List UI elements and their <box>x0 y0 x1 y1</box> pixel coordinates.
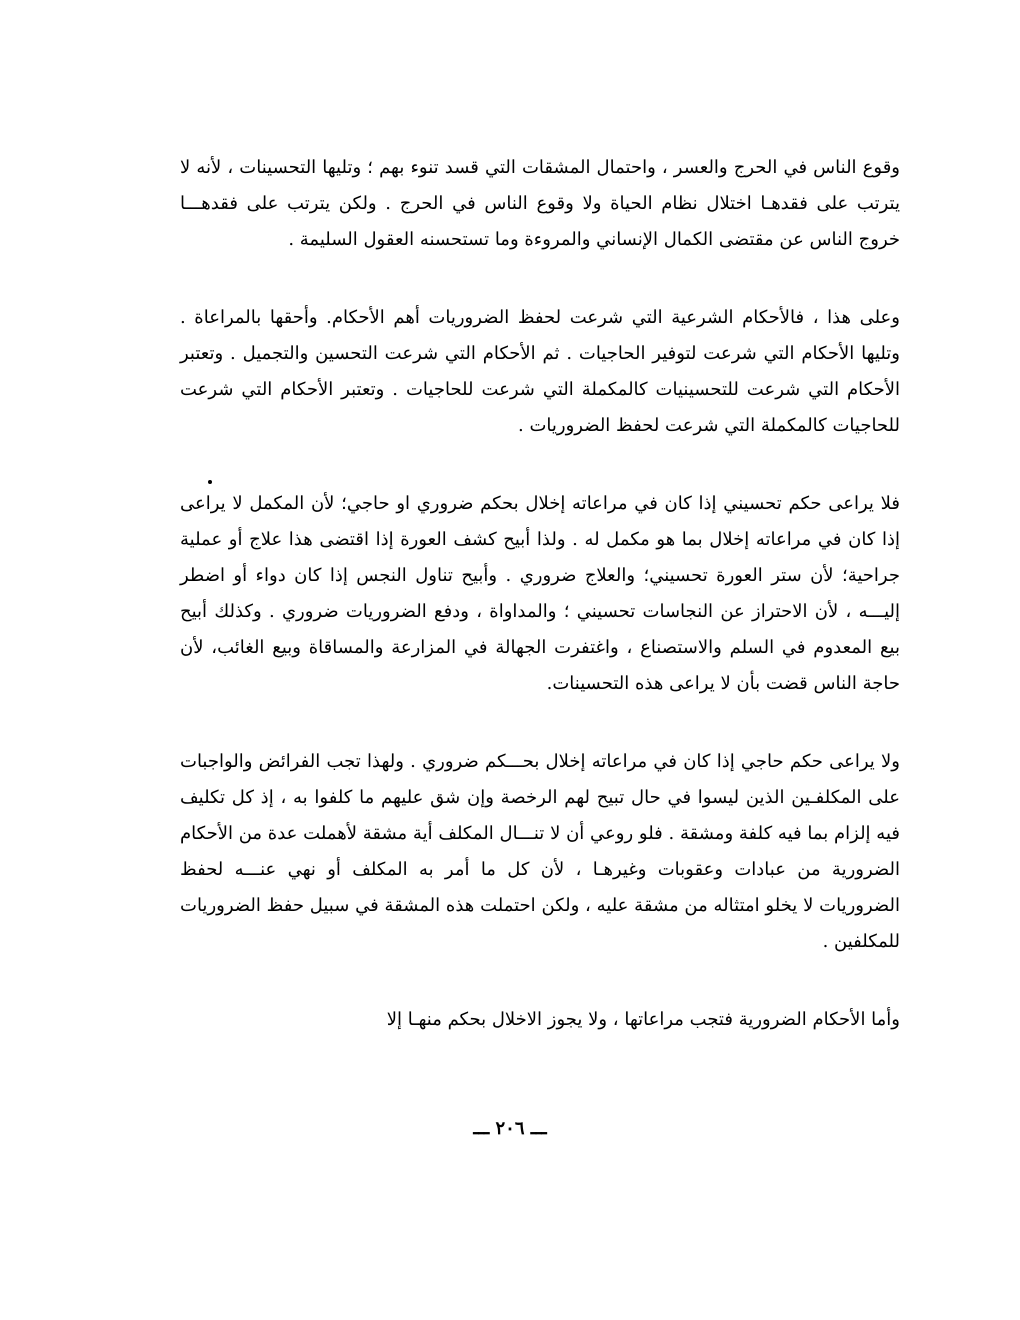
body-text <box>180 150 900 1038</box>
paragraph-3: فلا يراعى حكم تحسيني إذا كان في مراعاته إخلال بحكم ضروري او حاجي؛ لأن المكمل لا يراعى إذا كان في مراعاته إخلال بما هو مكمل له . ولذا أبيح كشف العورة إذا اقتضى هذا علاج أو عملية جراحية؛ لأن ستر العورة تحسيني؛ والعلاج ضروري . وأبيح تناول النجس إذا كان دواء أو اضطر إليـــه ، لأن الاحتراز عن النجاسات تحسيني ؛ والمداواة ، ودفع الضروريات ضروري . وكذلك أبيح بيع المعدوم في السلم والاستصناع ، واغتفرت الجهالة في المزارعة والمساقاة وبيع الغائب، لأن حاجة الناس قضت بأن لا يراعى هذه التحسينات. <box>180 493 900 694</box>
page-number: ـــ ٢٠٦ ـــ <box>473 1118 547 1139</box>
paragraph-2: وعلى هذا ، فالأحكام الشرعية التي شرعت لحفظ الضروريات أهم الأحكام. وأحقها بالمراعاة . وتليها الأحكام التي شرعت لتوفير الحاجيات . ثم الأحكام التي شرعت التحسين والتجميل . وتعتبر الأحكام التي شرعت للتحسينيات كالمكملة التي شرعت للحاجيات . وتعتبر الأحكام التي شرعت للحاجيات كالمكملة التي شرعت لحفظ الضروريات . <box>180 307 900 436</box>
scan-speck <box>208 480 212 484</box>
paragraph-5: وأما الأحكام الضرورية فتجب مراعاتها ، ولا يجوز الاخلال بحكم منهـا إلا <box>386 1009 900 1030</box>
paragraph-1: وقوع الناس في الحرج والعسر ، واحتمال المشقات التي قسد تنوء بهم ؛ وتليها التحسينات ، لأنه لا يترتب على فقدهـا اختلال نظام الحياة ولا وقوع الناس في الحرج . ولكن يترتب على فقدهـــا خروج الناس عن مقتضى الكمال الإنساني والمروءة وما تستحسنه العقول السليمة . <box>180 157 900 250</box>
paragraph-4: ولا يراعى حكم حاجي إذا كان في مراعاته إخلال بحـــكم ضروري . ولهذا تجب الفرائض والواجبات على المكلفـين الذين ليسوا في حال تبيح لهم الرخصة وإن شق عليهم ما كلفوا به ، إذ كل تكليف فيه إلزام بما فيه كلفة ومشقة . فلو روعي أن لا تنـــال المكلف أية مشقة لأهملت عدة من الأحكام الضرورية من عبادات وعقوبات وغيرهـا ، لأن كل ما أمر به المكلف أو نهي عنـــه لحفظ الضروريات لا يخلو امتثاله من مشقة عليه ، ولكن احتملت هذه المشقة في سبيل حفظ الضروريات للمكلفين . <box>180 751 900 952</box>
